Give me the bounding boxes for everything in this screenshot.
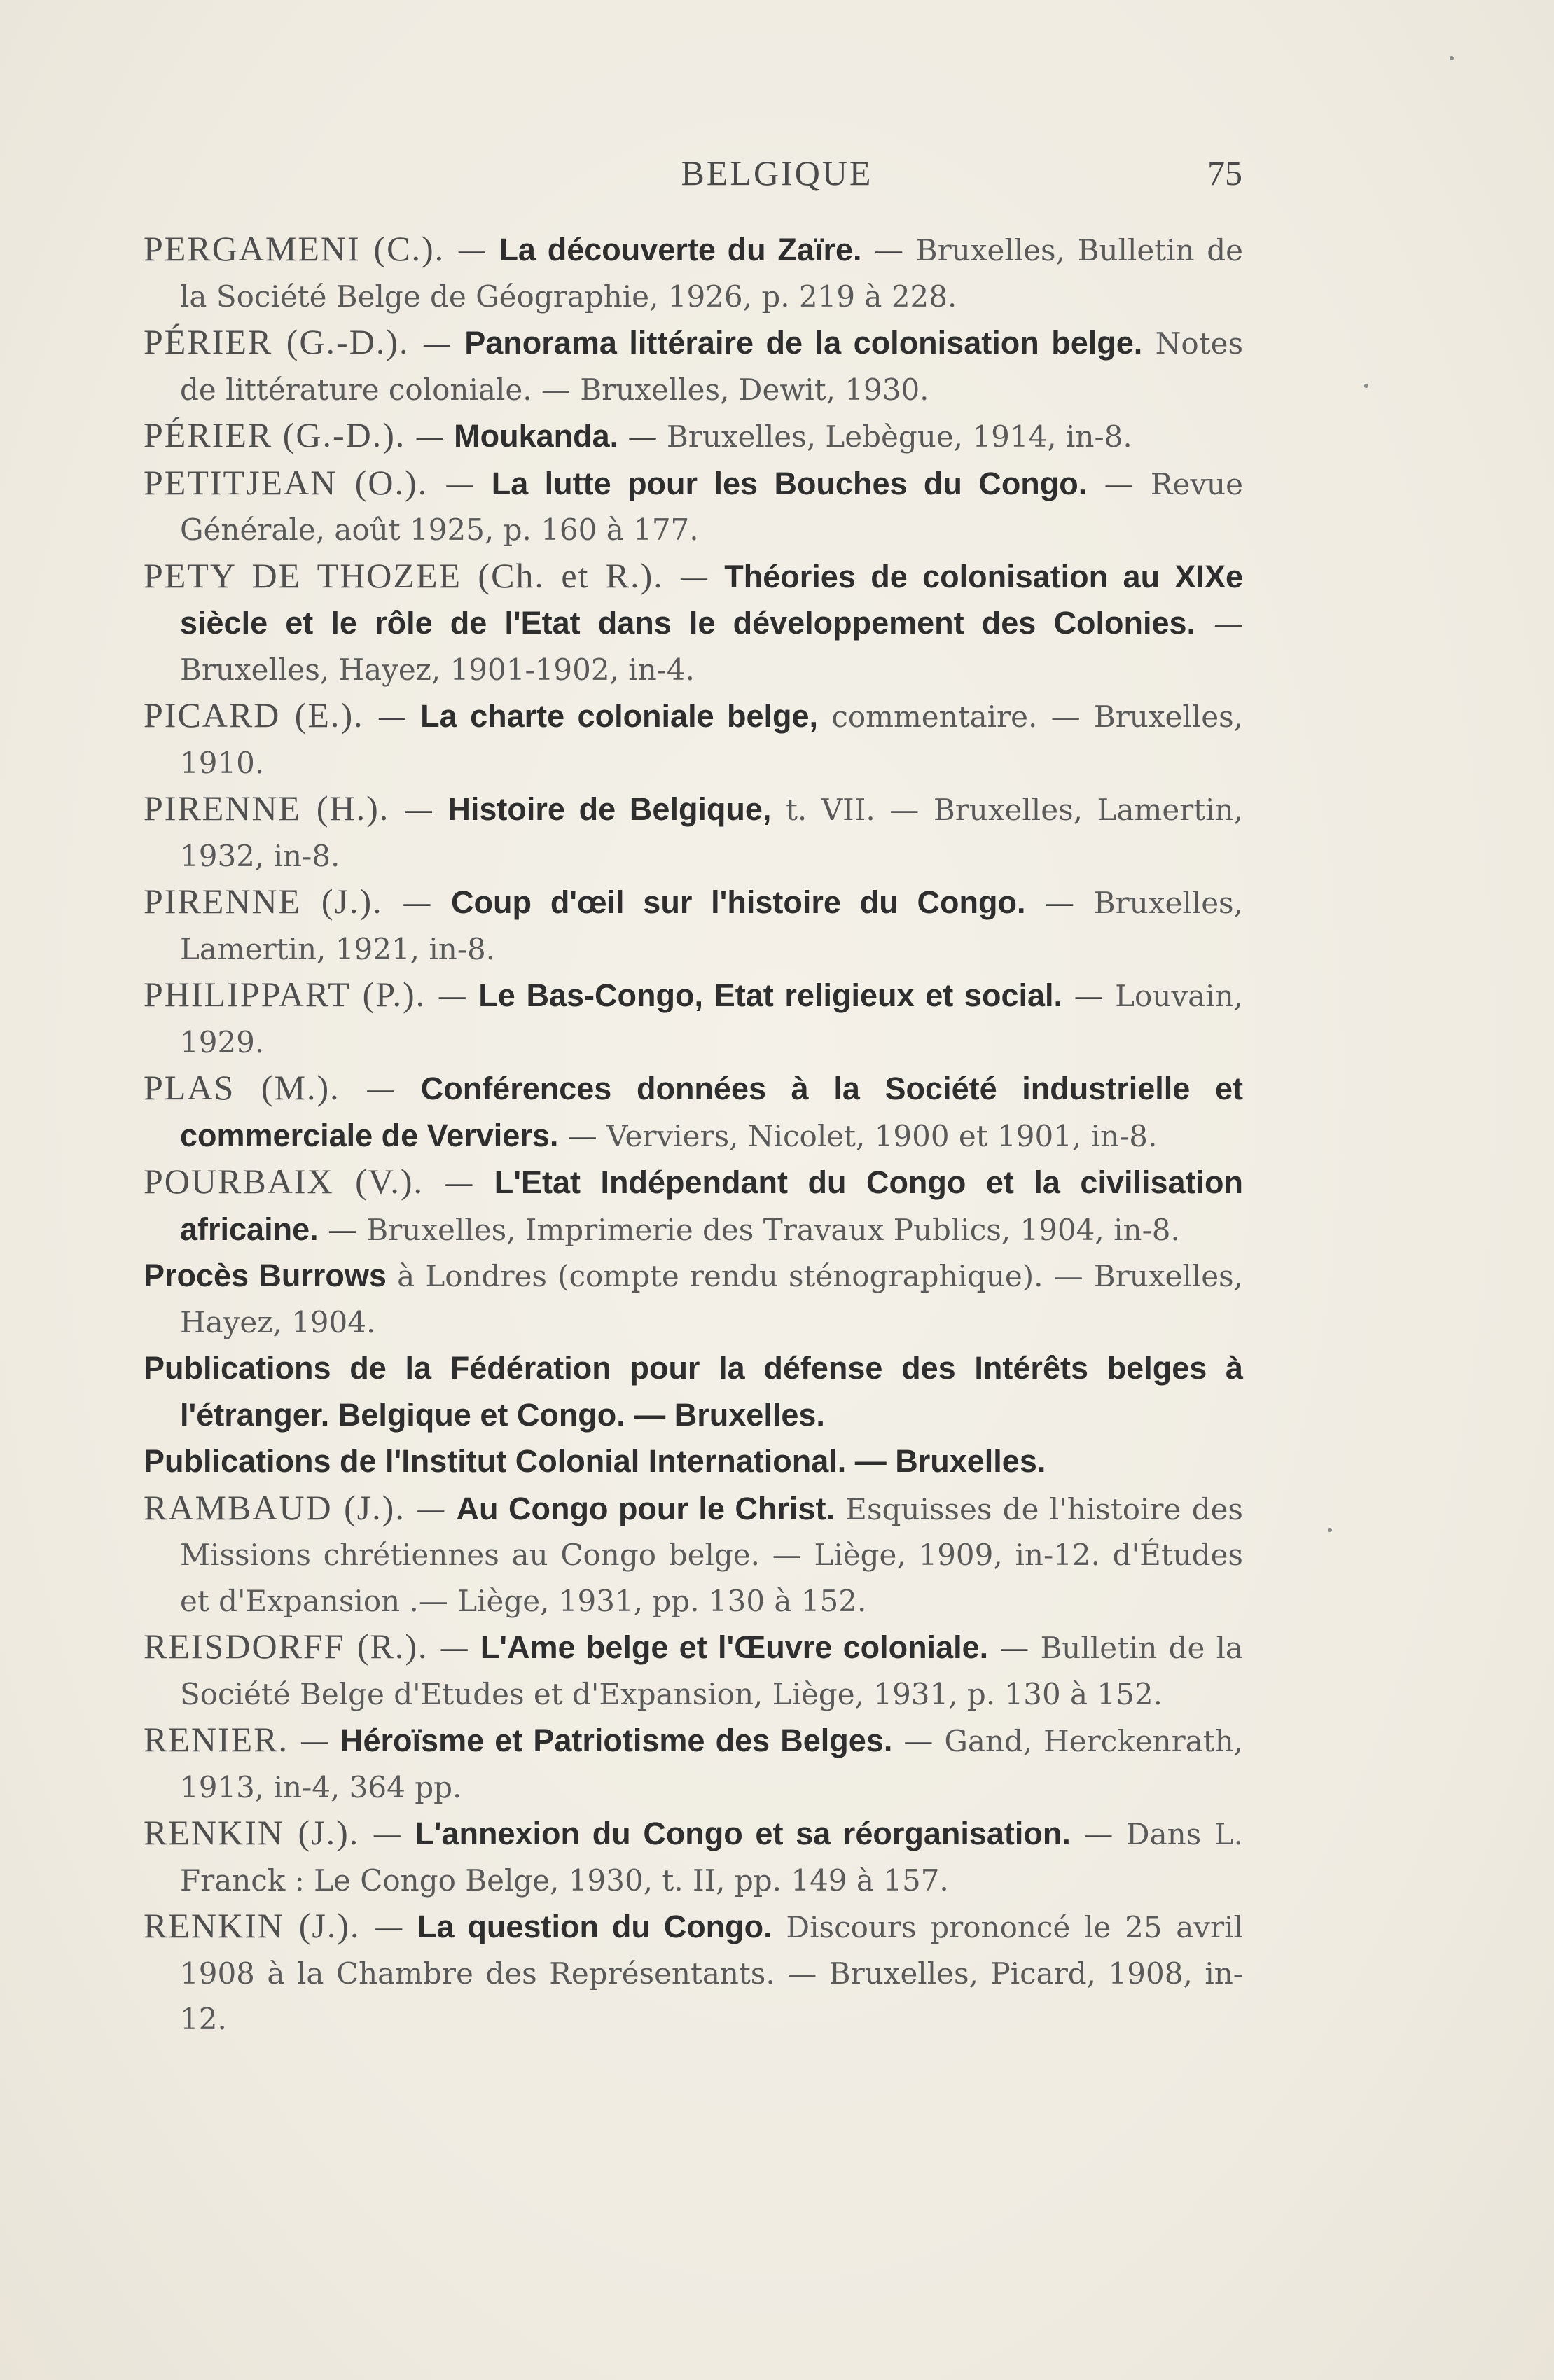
entry-title: Le Bas-Congo, Etat religieux et social. xyxy=(478,977,1063,1013)
bibliography-entry xyxy=(144,1438,1243,1485)
entry-title: Publications de l'Institut Colonial International. — Bruxelles. xyxy=(144,1443,1046,1479)
entry-publication: Bulletin de la Société Belge d'Etudes et d'Expansion, Liège, 1931, p. 130 à 152. xyxy=(180,1631,1243,1711)
entry-publication: Louvain, 1929. xyxy=(180,979,1243,1059)
entry-publication: Notes de littérature coloniale. — Bruxelles, Dewit, 1930. xyxy=(180,326,1243,407)
bibliography-entry xyxy=(144,1345,1243,1438)
entry-title: Publications de la Fédération pour la défense des Intérêts belges à l'étranger. Belgique et Congo. — Bruxelles. xyxy=(144,1350,1243,1433)
entry-publication: Bruxelles, Bulletin de la Société Belge de Géographie, 1926, p. 219 à 228. xyxy=(180,233,1243,314)
bibliography-entry: PÉRIER (G.-D.). — Moukanda. — Bruxelles, Lebègue, 1914, in-8. xyxy=(144,415,1132,454)
entry-author: PHILIPPART (P.). xyxy=(144,975,426,1014)
entry-title: La découverte du Zaïre. xyxy=(499,232,862,267)
running-title: BELGIQUE xyxy=(681,153,873,193)
entry-author: POURBAIX (V.). xyxy=(144,1162,424,1201)
bibliography-entry: POURBAIX (V.). — L'Etat Indépendant du Congo et la civilisation africaine. — Bruxelles, Imprimerie des Travaux Publics, 1904, in-8. xyxy=(144,1162,1244,1247)
entry-title: Procès Burrows xyxy=(144,1258,387,1293)
entry-publication: Esquisses de l'histoire des Missions chrétiennes au Congo belge. — Liège, 1909, in-12. d'Études et d'Expansion .— Liège, 1931, pp. 130 à 152. xyxy=(180,1491,1243,1618)
entry-publication: Dans L. Franck : Le Congo Belge, 1930, t. II, pp. 149 à 157. xyxy=(180,1817,1243,1898)
entry-publication: Gand, Herckenrath, 1913, in-4, 364 pp. xyxy=(180,1724,1243,1804)
entry-publication: Revue Générale, août 1925, p. 160 à 177. xyxy=(180,466,1243,547)
entry-author: PICARD (E.). xyxy=(144,695,364,735)
bibliography-entry: RAMBAUD (J.). — Au Congo pour le Christ. Esquisses de l'histoire des Missions chrétiennes au Congo belge. — Liège, 1909, in-12. d'Études et d'Expansion .— Liège, 1931, pp. 130 à 152. xyxy=(144,1487,1243,1618)
running-head xyxy=(0,153,1554,209)
bibliography-entry xyxy=(144,1253,1243,1345)
entry-title: Moukanda. xyxy=(454,418,619,454)
entry-publication: Bruxelles, Lebègue, 1914, in-8. xyxy=(666,419,1132,454)
bibliography-entry: REISDORFF (R.). — L'Ame belge et l'Œuvre coloniale. — Bulletin de la Société Belge d'Etudes et d'Expansion, Liège, 1931, p. 130 à 152. xyxy=(144,1627,1243,1711)
bibliography-entry: PERGAMENI (C.). — La découverte du Zaïre. — Bruxelles, Bulletin de la Société Belge de Géographie, 1926, p. 219 à 228. xyxy=(144,229,1243,314)
bibliography-entry: PETITJEAN (O.). — La lutte pour les Bouches du Congo. — Revue Générale, août 1925, p. 160 à 177. xyxy=(144,462,1243,547)
entry-publication: à Londres (compte rendu sténographique). — Bruxelles, Hayez, 1904. xyxy=(180,1259,1244,1339)
entry-author: PETY DE THOZEE (Ch. et R.). xyxy=(144,555,664,595)
bibliography-entry: PIRENNE (H.). — Histoire de Belgique, t. VII. — Bruxelles, Lamertin, 1932, in-8. xyxy=(144,788,1243,873)
paper-speck xyxy=(1450,56,1454,60)
entry-author: PÉRIER (G.-D.). xyxy=(144,322,410,361)
entry-author: PERGAMENI (C.). xyxy=(144,229,445,268)
bibliography-entry: PETY DE THOZEE (Ch. et R.). — Théories de colonisation au XIXe siècle et le rôle de l'Etat dans le développement des Colonies. — Bruxelles, Hayez, 1901-1902, in-4. xyxy=(144,555,1244,687)
entry-title: La lutte pour les Bouches du Congo. xyxy=(491,465,1088,501)
entry-title: L'Etat Indépendant du Congo et la civilisation africaine. xyxy=(180,1164,1244,1247)
entry-publication: Bruxelles, Hayez, 1901-1902, in-4. xyxy=(180,652,695,687)
entry-title: Histoire de Belgique, xyxy=(448,791,772,827)
entry-title: Conférences données à la Société industrielle et commerciale de Verviers. xyxy=(180,1071,1243,1153)
entry-publication: commentaire. — Bruxelles, 1910. xyxy=(180,700,1243,780)
entry-title: L'Ame belge et l'Œuvre coloniale. xyxy=(480,1629,989,1665)
paper-speck xyxy=(1328,1528,1332,1532)
entry-publication: Verviers, Nicolet, 1900 et 1901, in-8. xyxy=(606,1118,1158,1153)
paper-speck xyxy=(1364,384,1368,388)
bibliography-list xyxy=(144,226,1243,2043)
bibliography-entry: PICARD (E.). — La charte coloniale belge, commentaire. — Bruxelles, 1910. xyxy=(144,695,1243,780)
entry-title: La question du Congo. xyxy=(417,1909,772,1944)
entry-title: Héroïsme et Patriotisme des Belges. xyxy=(340,1723,893,1758)
entry-publication: Bruxelles, Imprimerie des Travaux Publics, 1904, in-8. xyxy=(366,1212,1180,1247)
entry-author: RENKIN (J.). xyxy=(144,1813,360,1852)
entry-author: PÉRIER (G.-D.). xyxy=(144,415,406,454)
entry-author: PLAS (M.). xyxy=(144,1068,340,1107)
entry-author: PIRENNE (H.). xyxy=(144,788,390,828)
bibliography-entry: PLAS (M.). — Conférences données à la Société industrielle et commerciale de Verviers. — Verviers, Nicolet, 1900 et 1901, in-8. xyxy=(144,1068,1243,1153)
entry-title: L'annexion du Congo et sa réorganisation. xyxy=(415,1816,1071,1851)
entry-author: REISDORFF (R.). xyxy=(144,1627,429,1666)
entry-author: PIRENNE (J.). xyxy=(144,882,383,921)
entry-author: RENIER. xyxy=(144,1720,289,1759)
bibliography-entry: RENKIN (J.). — La question du Congo. Discours prononcé le 25 avril 1908 à la Chambre des Représentants. — Bruxelles, Picard, 1908, in-12. xyxy=(144,1906,1243,2036)
entry-title: La charte coloniale belge, xyxy=(420,698,819,734)
entry-author: RAMBAUD (J.). xyxy=(144,1487,405,1527)
bibliography-entry: PÉRIER (G.-D.). — Panorama littéraire de la colonisation belge. Notes de littérature coloniale. — Bruxelles, Dewit, 1930. xyxy=(144,322,1243,407)
page-number: 75 xyxy=(1207,153,1242,193)
entry-publication: Discours prononcé le 25 avril 1908 à la Chambre des Représentants. — Bruxelles, Picard, 1908, in-12. xyxy=(180,1910,1243,2036)
entry-publication: Bruxelles, Lamertin, 1921, in-8. xyxy=(180,886,1243,966)
entry-publication: t. VII. — Bruxelles, Lamertin, 1932, in-8. xyxy=(180,793,1243,873)
entry-title: Coup d'œil sur l'histoire du Congo. xyxy=(451,884,1026,920)
bibliography-entry: RENIER. — Héroïsme et Patriotisme des Belges. — Gand, Herckenrath, 1913, in-4, 364 pp. xyxy=(144,1720,1243,1804)
bibliography-entry: PIRENNE (J.). — Coup d'œil sur l'histoire du Congo. — Bruxelles, Lamertin, 1921, in-8. xyxy=(144,882,1243,966)
bibliography-entry: PHILIPPART (P.). — Le Bas-Congo, Etat religieux et social. — Louvain, 1929. xyxy=(144,975,1243,1059)
entry-author: PETITJEAN (O.). xyxy=(144,462,429,502)
entry-title: Au Congo pour le Christ. xyxy=(456,1490,835,1526)
entry-title: Panorama littéraire de la colonisation belge. xyxy=(464,325,1143,361)
entry-title: Théories de colonisation au XIXe siècle et le rôle de l'Etat dans le développement des Colonies. xyxy=(180,558,1244,641)
bibliography-entry: RENKIN (J.). — L'annexion du Congo et sa réorganisation. — Dans L. Franck : Le Congo Belge, 1930, t. II, pp. 149 à 157. xyxy=(144,1813,1243,1898)
entry-author: RENKIN (J.). xyxy=(144,1906,361,1945)
